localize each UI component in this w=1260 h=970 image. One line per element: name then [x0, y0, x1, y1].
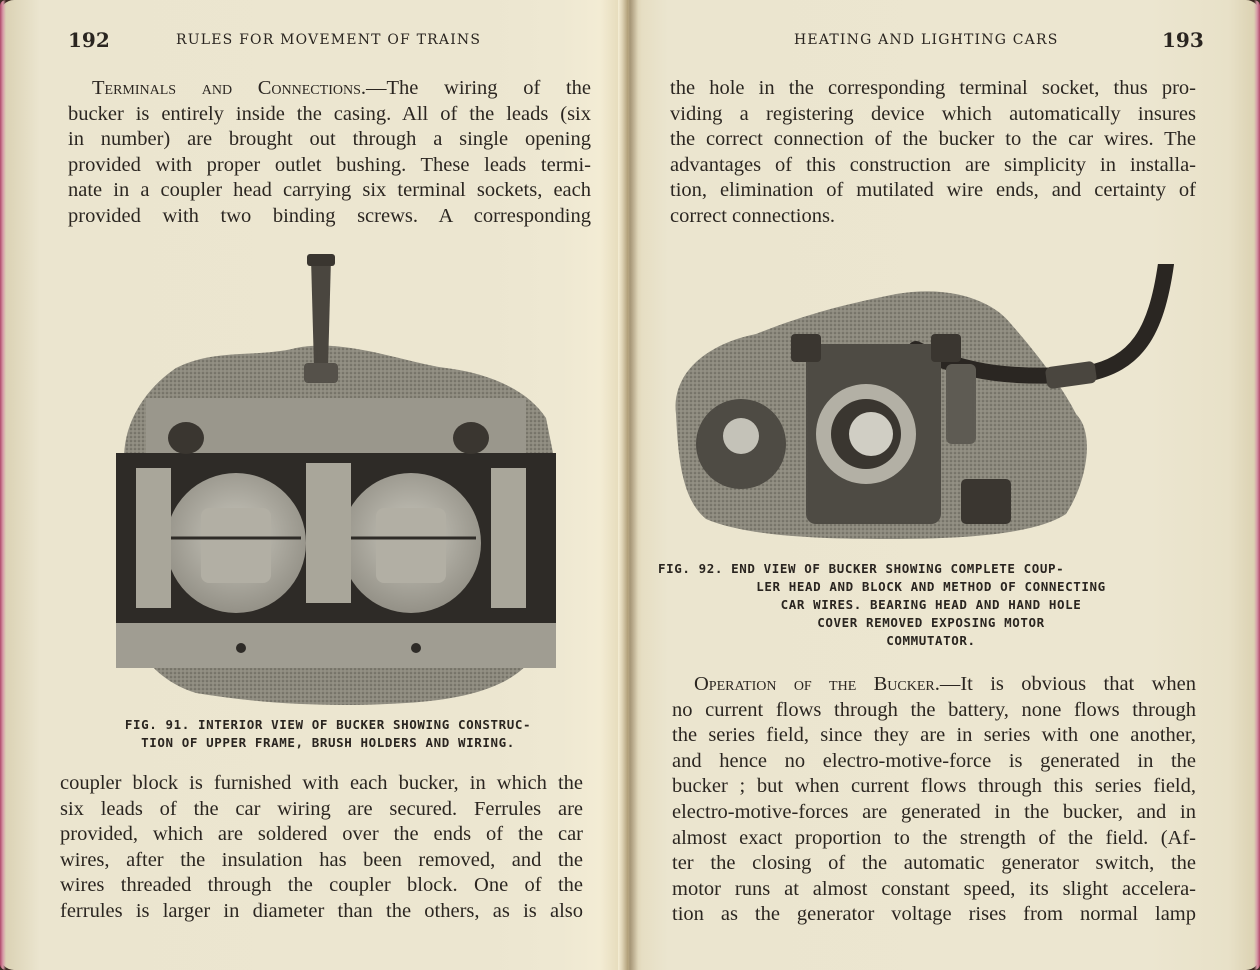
text-line: coupler block is furnished with each bucker, in which the — [60, 772, 583, 794]
right-bottom-paragraph — [672, 672, 1196, 928]
caption-line: COMMUTATOR. — [886, 633, 976, 648]
left-top-paragraph — [68, 76, 591, 230]
text-run: —It is obvious that when — [939, 673, 1196, 695]
caption-line: COVER REMOVED EXPOSING MOTOR — [817, 615, 1045, 630]
text-line: electro-motive-forces are generated in the bucker, and in — [672, 800, 1196, 823]
text-line: provided with two binding screws. A corresponding — [68, 204, 591, 227]
caption-line: FIG. 91. INTERIOR VIEW OF BUCKER SHOWING CONSTRUC- — [124, 717, 532, 732]
left-page — [0, 0, 628, 970]
text-line — [672, 672, 1196, 698]
text-line: correct connections. — [670, 204, 836, 227]
text-line: and hence no electro-motive-force is generated in the — [672, 749, 1196, 772]
section-heading: Terminals and Connections. — [92, 77, 366, 99]
section-heading: Operation of the Bucker. — [694, 673, 940, 695]
text-line: in number) are brought out through a single opening — [68, 128, 591, 151]
text-line: motor runs at almost constant speed, its slight accelera- — [672, 877, 1196, 900]
text-line: wires, after the insulation has been removed, and the — [60, 848, 583, 871]
running-head-left: RULES FOR MOVEMENT OF TRAINS — [176, 32, 482, 48]
figure-91-caption — [60, 716, 596, 752]
figure-92-bucker-end-view — [666, 264, 1226, 554]
text-line: the series field, since they are in series with one another, — [672, 724, 1196, 747]
text-line: wires threaded through the coupler block. One of the — [60, 874, 583, 897]
page-edge-right — [1254, 0, 1260, 970]
text-line: no current flows through the battery, none flows through — [672, 698, 1196, 721]
text-line: bucker ; but when current flows through this series field, — [672, 775, 1196, 798]
page-number-left: 192 — [68, 28, 110, 52]
text-line: provided, which are soldered over the ends of the car — [60, 823, 583, 846]
caption-line: FIG. 92. END VIEW OF BUCKER SHOWING COMPLETE COUP- — [658, 561, 1065, 576]
text-line: almost exact proportion to the strength of the field. (Af- — [672, 826, 1196, 849]
book-gutter — [618, 0, 638, 970]
text-line: viding a registering device which automatically insures — [670, 102, 1196, 125]
text-line: the hole in the corresponding terminal socket, thus pro- — [670, 77, 1196, 99]
figure-92-caption — [658, 560, 1204, 650]
right-page — [628, 0, 1260, 970]
text-line: advantages of this construction are simplicity in installa- — [670, 153, 1196, 176]
text-line: ferrules is larger in diameter than the others, as is also — [60, 899, 583, 922]
text-line: bucker is entirely inside the casing. All of the leads (six — [68, 102, 591, 125]
text-line: nate in a coupler head carrying six terminal sockets, each — [68, 179, 591, 202]
caption-line: LER HEAD AND BLOCK AND METHOD OF CONNECTING — [756, 579, 1106, 594]
running-head-right: HEATING AND LIGHTING CARS — [794, 32, 1059, 48]
text-line: provided with proper outlet bushing. These leads termi- — [68, 153, 591, 176]
caption-line: TION OF UPPER FRAME, BRUSH HOLDERS AND WIRING. — [141, 735, 515, 750]
right-top-paragraph — [670, 76, 1196, 230]
text-line: the correct connection of the bucker to the car wires. The — [670, 128, 1196, 151]
text-run: —The wiring of the — [365, 77, 591, 99]
text-line — [68, 76, 591, 102]
caption-line: CAR WIRES. BEARING HEAD AND HAND HOLE — [780, 597, 1082, 612]
page-number-right: 193 — [1162, 28, 1204, 52]
left-bottom-paragraph — [60, 771, 583, 925]
bucker-end-view-illustration — [666, 264, 1226, 554]
text-line: tion as the generator voltage rises from normal lamp — [672, 903, 1196, 926]
text-line: tion, elimination of mutilated wire ends, and certainty of — [670, 179, 1196, 202]
bucker-interior-illustration — [106, 248, 566, 708]
figure-91-bucker-interior — [106, 248, 566, 708]
text-line: six leads of the car wiring are secured. Ferrules are — [60, 797, 583, 820]
page-edge-left — [0, 0, 6, 970]
text-line: ter the closing of the automatic generator switch, the — [672, 852, 1196, 875]
